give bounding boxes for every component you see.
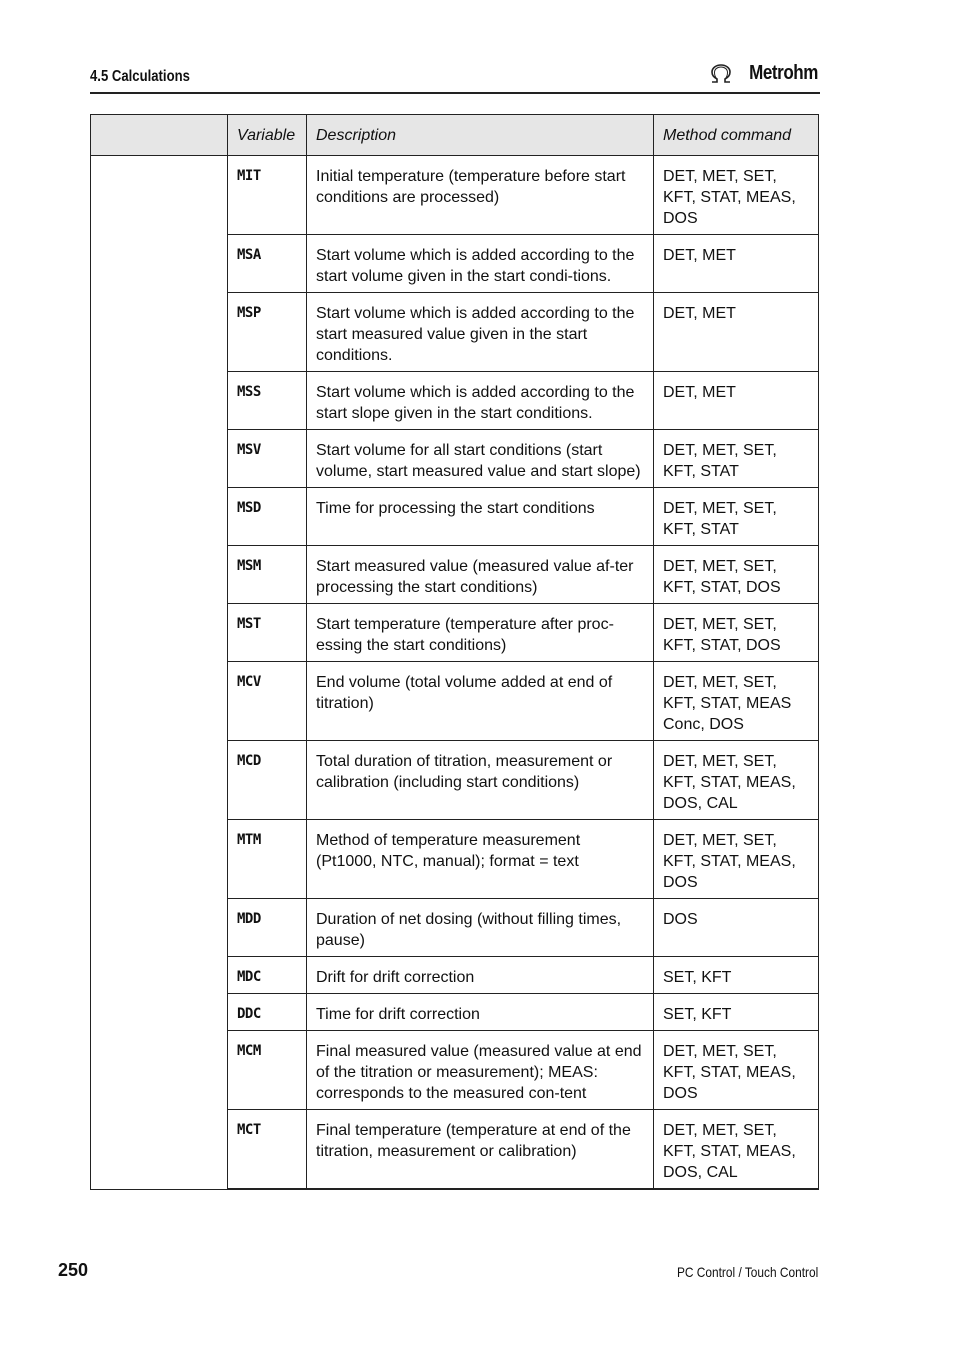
- variable-cell: MSP: [228, 293, 307, 372]
- method-command-cell: DET, MET, SET, KFT, STAT, MEAS Conc, DOS: [654, 662, 819, 741]
- description-cell: Time for processing the start conditions: [307, 488, 654, 546]
- variable-cell: MCM: [228, 1031, 307, 1110]
- brand-logo: [709, 62, 818, 85]
- table-header-row: [91, 115, 819, 156]
- page-header: [90, 62, 820, 94]
- variable-cell: MCV: [228, 662, 307, 741]
- method-command-cell: DET, MET: [654, 372, 819, 430]
- method-command-cell: DET, MET, SET, KFT, STAT: [654, 488, 819, 546]
- description-cell: Drift for drift correction: [307, 957, 654, 994]
- description-cell: Start volume which is added according to the start measured value given in the start conditions.: [307, 293, 654, 372]
- description-cell: Duration of net dosing (without filling times, pause): [307, 899, 654, 957]
- page-number: 250: [58, 1260, 89, 1280]
- method-command-cell: DET, MET, SET, KFT, STAT, MEAS, DOS: [654, 156, 819, 235]
- column-header-method-command: Method command: [654, 115, 819, 156]
- variable-cell: MCD: [228, 741, 307, 820]
- variable-cell: MDC: [228, 957, 307, 994]
- description-cell: Initial temperature (temperature before start conditions are processed): [307, 156, 654, 235]
- method-command-cell: DET, MET, SET, KFT, STAT, MEAS, DOS, CAL: [654, 1110, 819, 1190]
- description-cell: Final temperature (temperature at end of the titration, measurement or calibration): [307, 1110, 654, 1190]
- description-cell: Start temperature (temperature after proc-essing the start conditions): [307, 604, 654, 662]
- variable-cell: DDC: [228, 994, 307, 1031]
- description-cell: Start measured value (measured value af-ter processing the start conditions): [307, 546, 654, 604]
- description-cell: Start volume which is added according to the start volume given in the start condi-tions.: [307, 235, 654, 293]
- brand-name: Metrohm: [749, 62, 818, 84]
- method-command-cell: DET, MET: [654, 293, 819, 372]
- variable-cell: MSV: [228, 430, 307, 488]
- description-cell: End volume (total volume added at end of titration): [307, 662, 654, 741]
- method-command-cell: DOS: [654, 899, 819, 957]
- method-command-cell: DET, MET, SET, KFT, STAT, DOS: [654, 604, 819, 662]
- column-header-variable: Variable: [228, 115, 307, 156]
- method-command-cell: SET, KFT: [654, 957, 819, 994]
- variable-cell: MSA: [228, 235, 307, 293]
- table-blank-column: [91, 156, 228, 1190]
- metrohm-omega-icon: [709, 64, 733, 84]
- variable-cell: MSS: [228, 372, 307, 430]
- description-cell: Start volume for all start conditions (start volume, start measured value and start slope): [307, 430, 654, 488]
- variable-cell: MSM: [228, 546, 307, 604]
- table-row: [91, 156, 819, 235]
- description-cell: Start volume which is added according to the start slope given in the start conditions.: [307, 372, 654, 430]
- variable-cell: MDD: [228, 899, 307, 957]
- variable-cell: MST: [228, 604, 307, 662]
- variable-cell: MIT: [228, 156, 307, 235]
- description-cell: Total duration of titration, measurement or calibration (including start conditions): [307, 741, 654, 820]
- method-command-cell: DET, MET, SET, KFT, STAT, MEAS, DOS: [654, 820, 819, 899]
- description-cell: Method of temperature measurement (Pt1000, NTC, manual); format = text: [307, 820, 654, 899]
- method-command-cell: DET, MET, SET, KFT, STAT, DOS: [654, 546, 819, 604]
- description-cell: Time for drift correction: [307, 994, 654, 1031]
- method-command-cell: DET, MET: [654, 235, 819, 293]
- method-command-cell: DET, MET, SET, KFT, STAT, MEAS, DOS: [654, 1031, 819, 1110]
- description-cell: Final measured value (measured value at end of the titration or measurement); MEAS: corresponds to the measured con-tent: [307, 1031, 654, 1110]
- column-header-blank: [91, 115, 228, 156]
- method-command-cell: DET, MET, SET, KFT, STAT, MEAS, DOS, CAL: [654, 741, 819, 820]
- variable-cell: MSD: [228, 488, 307, 546]
- method-command-cell: SET, KFT: [654, 994, 819, 1031]
- section-title: 4.5 Calculations: [90, 68, 190, 85]
- footer-doc-title: PC Control / Touch Control: [676, 1264, 818, 1280]
- variables-table: [90, 114, 819, 1190]
- column-header-description: Description: [307, 115, 654, 156]
- table-body: [91, 156, 819, 1190]
- method-command-cell: DET, MET, SET, KFT, STAT: [654, 430, 819, 488]
- variable-cell: MCT: [228, 1110, 307, 1190]
- variable-cell: MTM: [228, 820, 307, 899]
